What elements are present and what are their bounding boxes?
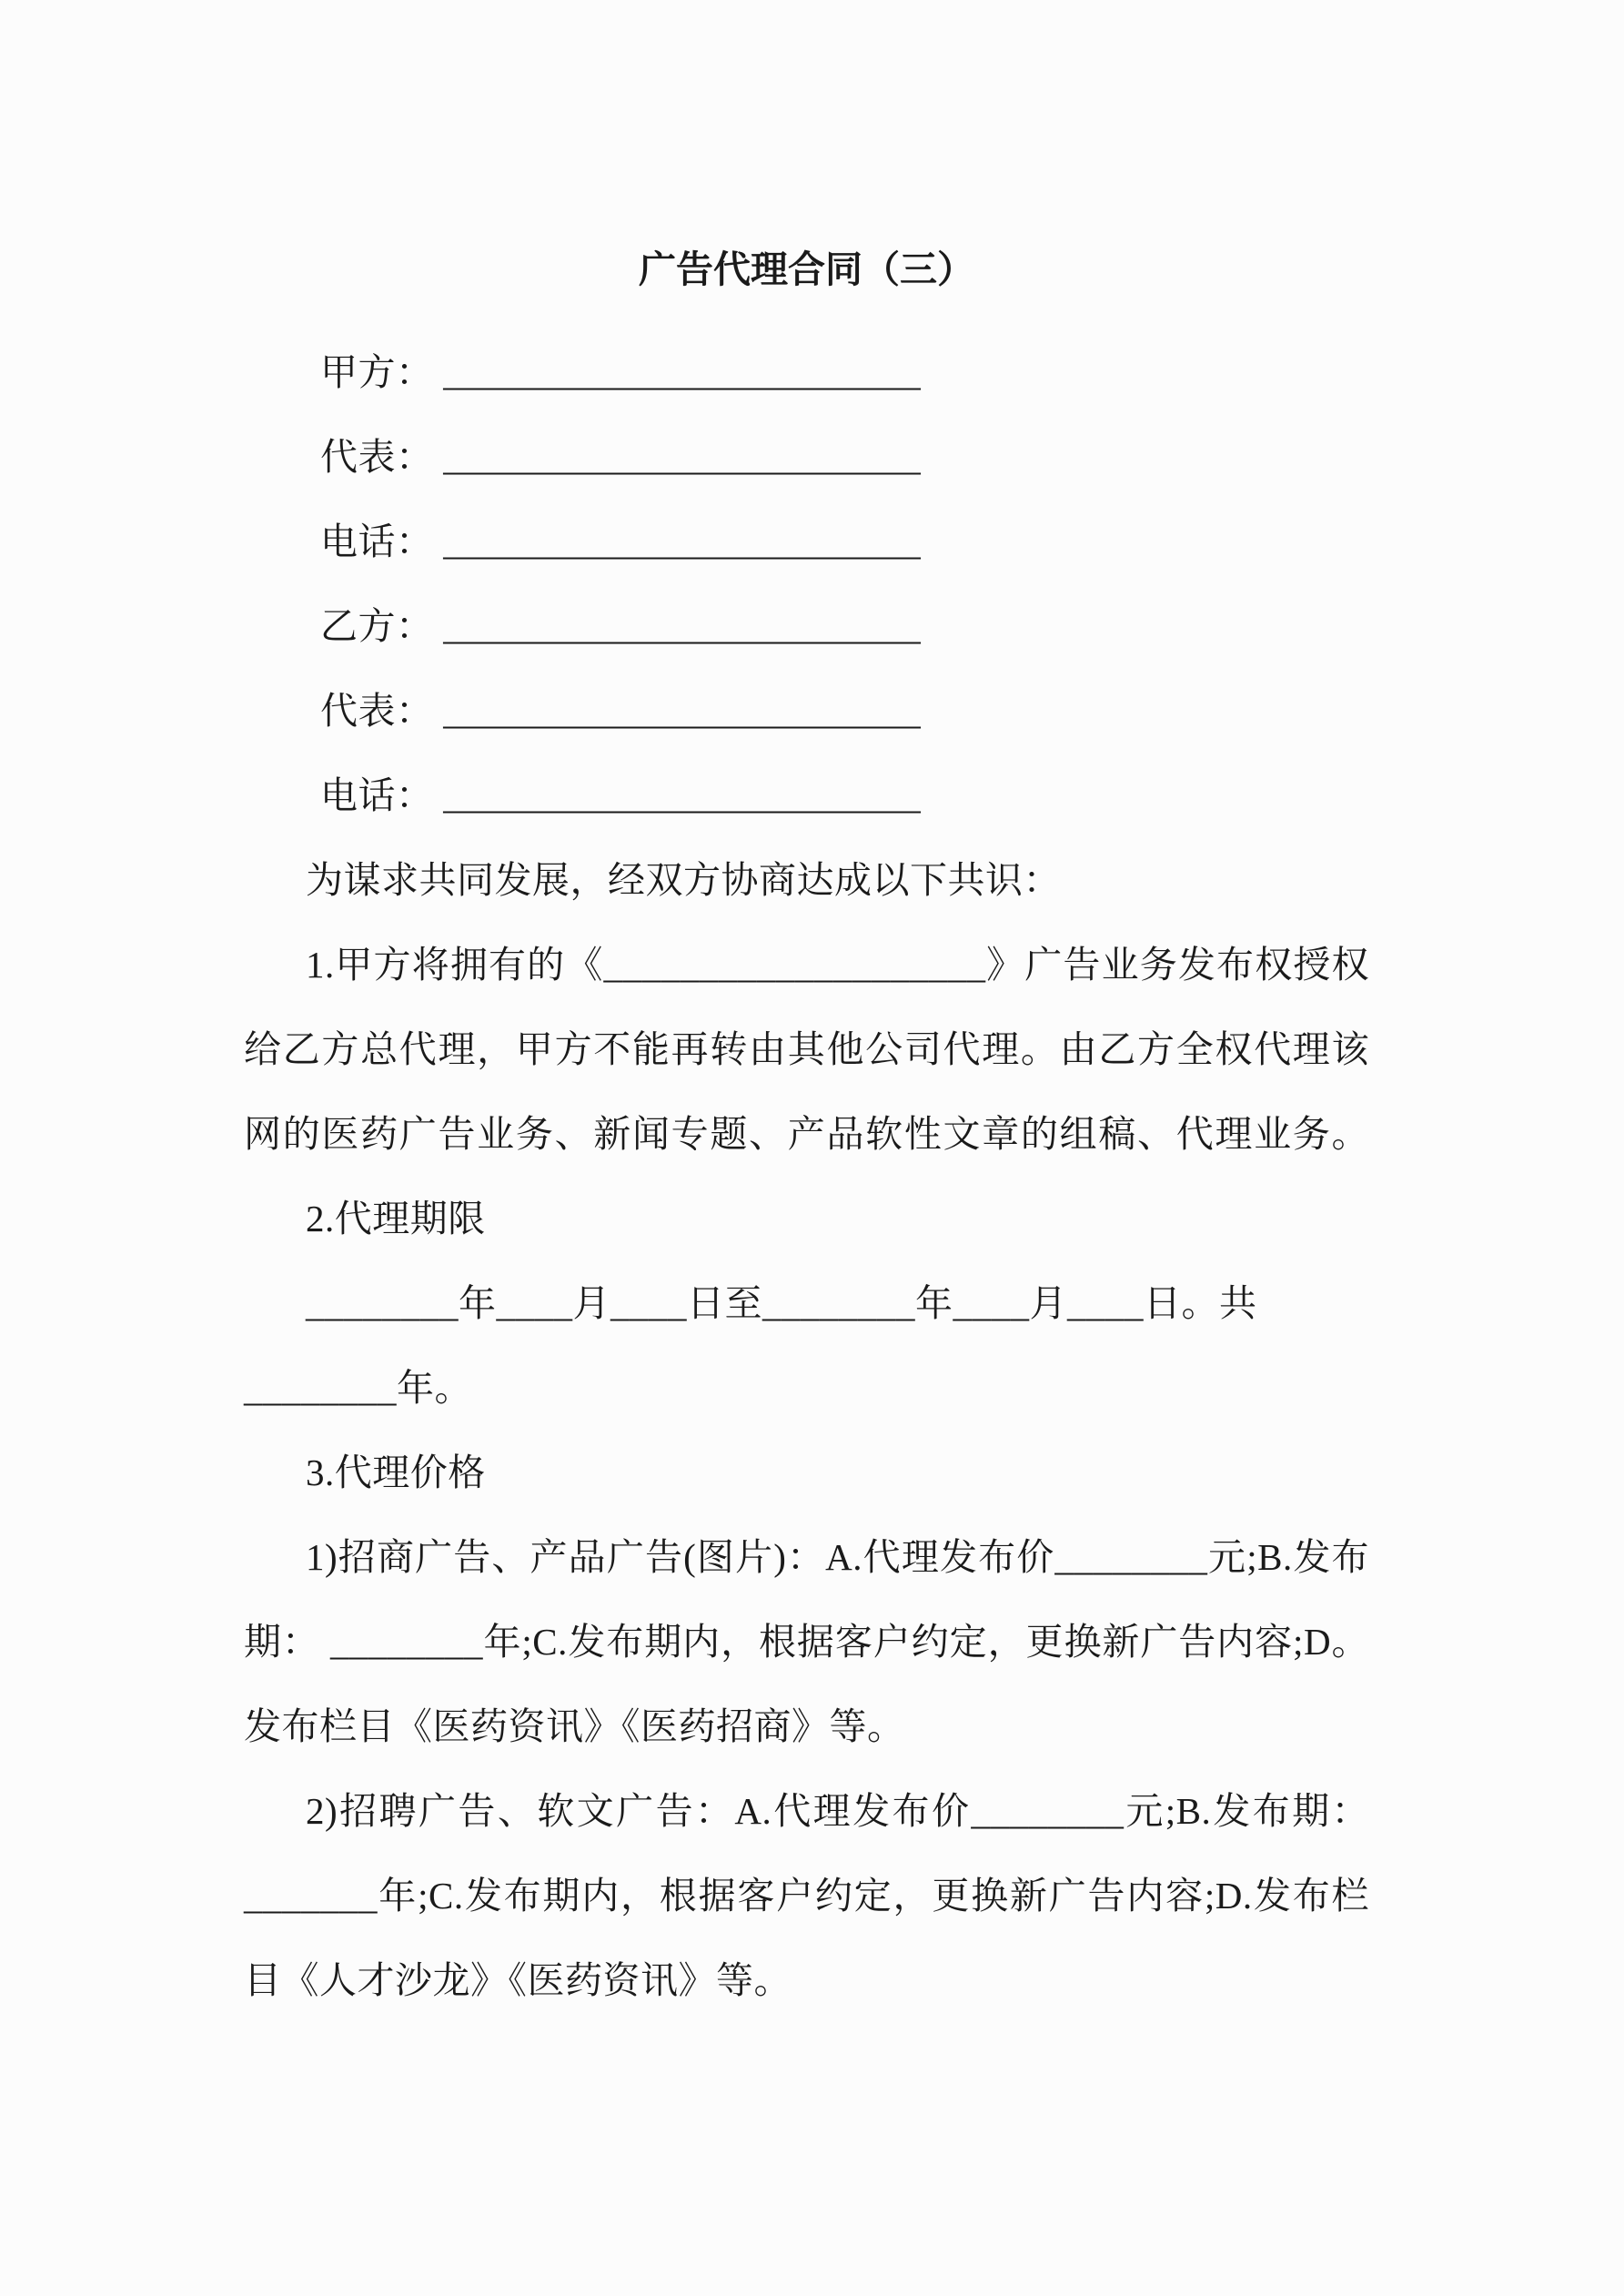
document-line-12: ________年____月____日至________年____月____日。共 — [306, 1282, 1257, 1324]
document-line-18: 2)招聘广告、软文广告：A.代理发布价________元;B.发布期： — [306, 1790, 1369, 1832]
document-line-10: 网的医药广告业务、新闻专题、产品软性文章的组稿、代理业务。 — [244, 1113, 1369, 1155]
document-line-19: _______年;C.发布期内，根据客户约定，更换新广告内容;D.发布栏 — [244, 1875, 1369, 1917]
document-line-20: 目《人才沙龙》《医药资讯》等。 — [244, 1959, 792, 2001]
document-line-6: 电话： _________________________ — [320, 774, 922, 816]
document-line-7: 为谋求共同发展，经双方协商达成以下共识： — [306, 859, 1061, 901]
document-line-11: 2.代理期限 — [306, 1198, 486, 1239]
document-line-8: 1.甲方将拥有的《____________________》广告业务发布权授权 — [306, 944, 1369, 986]
document-line-2: 代表： _________________________ — [320, 436, 922, 478]
document-line-9: 给乙方总代理，甲方不能再转由其他公司代理。由乙方全权代理该 — [244, 1028, 1369, 1070]
document-title: 广告代理合同（三） — [639, 248, 974, 290]
document-line-16: 期： ________年;C.发布期内，根据客户约定，更换新广告内容;D。 — [244, 1621, 1369, 1663]
document-line-5: 代表： _________________________ — [320, 690, 922, 732]
document-line-17: 发布栏目《医药资讯》《医药招商》等。 — [244, 1705, 905, 1747]
document-line-15: 1)招商广告、产品广告(图片)：A.代理发布价________元;B.发布 — [306, 1536, 1369, 1578]
document-line-3: 电话： _________________________ — [320, 521, 922, 562]
document-line-4: 乙方： _________________________ — [320, 605, 922, 647]
document-line-1: 甲方： _________________________ — [320, 351, 922, 393]
document-line-13: ________年。 — [244, 1367, 472, 1409]
document-body — [244, 330, 1369, 2023]
document-line-14: 3.代理价格 — [306, 1451, 486, 1493]
